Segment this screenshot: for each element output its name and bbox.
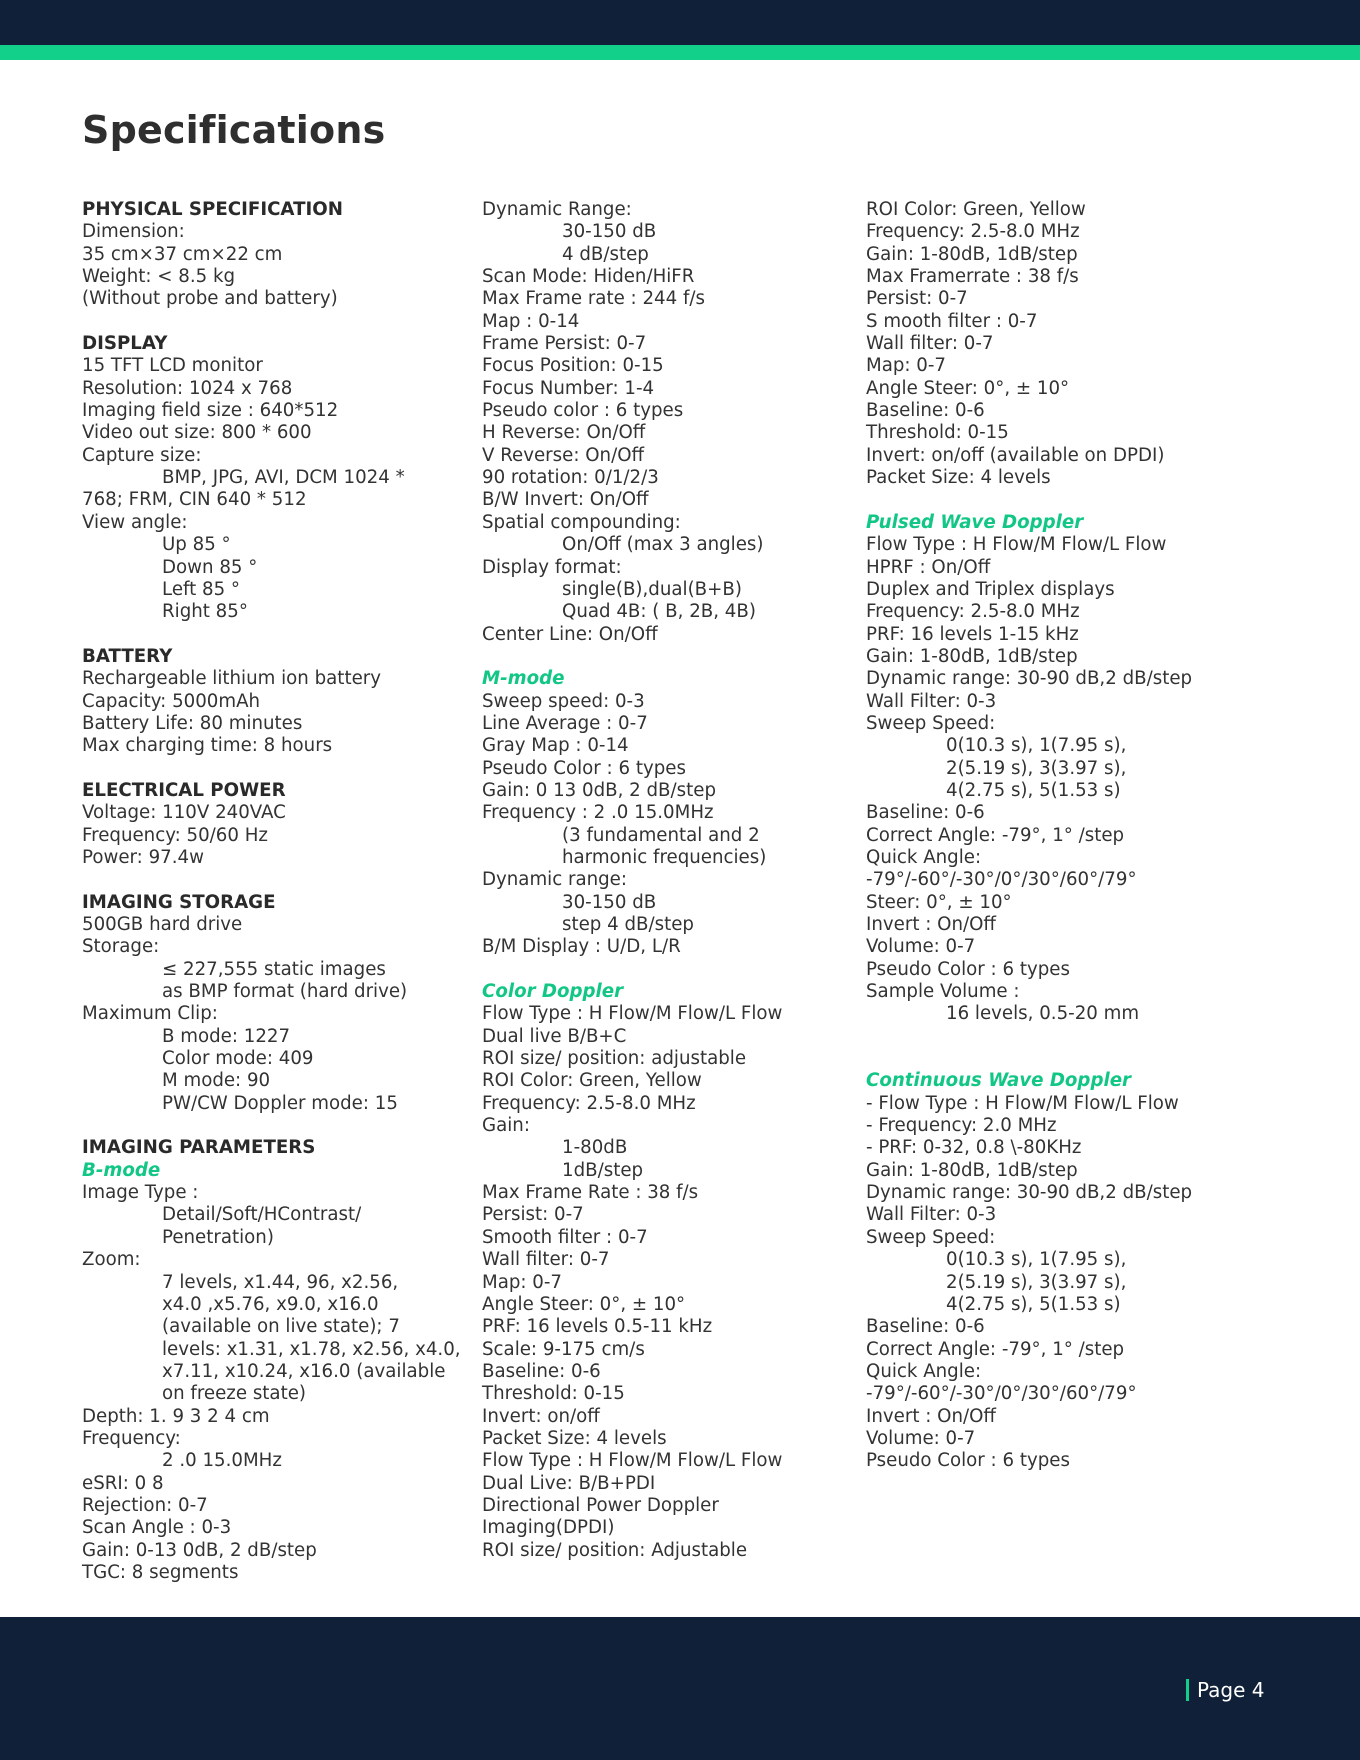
spec-line: Baseline: 0-6 [866, 400, 985, 422]
spec-line: - Flow Type : H Flow/M Flow/L Flow [866, 1092, 1179, 1114]
spec-line: Quad 4B: ( B, 2B, 4B) [562, 601, 756, 623]
spec-line: Frequency: 2.5-8.0 MHz [866, 221, 1080, 243]
spec-line: (3 fundamental and 2 [562, 824, 760, 846]
spec-line: Pseudo Color : 6 types [482, 757, 686, 779]
section-heading: ELECTRICAL POWER [82, 779, 286, 801]
spec-line: Dynamic range: 30-90 dB,2 dB/step [866, 1182, 1193, 1204]
section-heading: DISPLAY [82, 333, 168, 355]
spec-line: Flow Type : H Flow/M Flow/L Flow [866, 534, 1167, 556]
spec-line: Color mode: 409 [162, 1048, 314, 1070]
spec-line: 500GB hard drive [82, 914, 243, 935]
spec-line: Pseudo Color : 6 types [866, 958, 1070, 980]
spec-line: Scan Angle : 0-3 [82, 1517, 232, 1539]
spec-line: Baseline: 0-6 [866, 802, 985, 824]
spec-line: View angle: [82, 511, 188, 533]
subsection-heading: Color Doppler [482, 981, 624, 1003]
spec-line: Flow Type : H Flow/M Flow/L Flow [482, 1003, 783, 1025]
spec-line: Spatial compounding: [482, 511, 681, 533]
spec-line: Persist: 0-7 [866, 288, 968, 310]
spec-line: Invert : On/Off [866, 914, 996, 935]
spec-line: H Reverse: On/Off [482, 422, 646, 444]
spec-line: 7 levels, x1.44, 96, x2.56, [162, 1271, 399, 1293]
footer-bar [0, 1617, 1360, 1760]
spec-line: V Reverse: On/Off [482, 444, 645, 466]
spacer [482, 959, 852, 981]
spec-line: 2 .0 15.0MHz [162, 1450, 282, 1472]
spec-line: B/M Display : U/D, L/R [482, 936, 681, 958]
spec-line: Dynamic Range: [482, 199, 632, 220]
spec-line: 0(10.3 s), 1(7.95 s), [946, 1249, 1127, 1271]
spec-line: On/Off (max 3 angles) [562, 534, 764, 556]
spec-line: Penetration) [162, 1226, 274, 1248]
page-title: Specifications [82, 108, 386, 152]
spec-line: 15 TFT LCD monitor [82, 355, 263, 377]
spec-line: Wall Filter: 0-3 [866, 690, 997, 712]
spec-line: Map: 0-7 [866, 355, 946, 377]
spec-line: Quick Angle: [866, 1360, 982, 1382]
spec-line: Sweep speed: 0-3 [482, 690, 645, 712]
spec-line: Steer: 0°, ± 10° [866, 891, 1012, 913]
section-heading: PHYSICAL SPECIFICATION [82, 199, 343, 220]
spec-line: Center Line: On/Off [482, 623, 658, 645]
spec-line: Left 85 ° [162, 578, 241, 600]
spec-line: Right 85° [162, 601, 248, 623]
page-number [1186, 1675, 1265, 1705]
spec-line: Persist: 0-7 [482, 1204, 584, 1226]
spec-line: Detail/Soft/HContrast/ [162, 1204, 362, 1226]
spec-line: PRF: 16 levels 1-15 kHz [866, 623, 1079, 645]
spec-line: Duplex and Triplex displays [866, 578, 1115, 600]
spec-line: Threshold: 0-15 [866, 422, 1009, 444]
spec-line: Down 85 ° [162, 556, 258, 578]
spec-line: TGC: 8 segments [82, 1561, 239, 1583]
spec-line: 768; FRM, CIN 640 * 512 [82, 489, 307, 511]
spec-line: eSRI: 0 8 [82, 1472, 164, 1494]
spacer [82, 1115, 462, 1137]
spec-line: Focus Position: 0-15 [482, 355, 664, 377]
spec-line: B mode: 1227 [162, 1025, 291, 1047]
spacer [482, 646, 852, 668]
spec-line: Dynamic range: [482, 869, 628, 891]
spec-line: Frequency: 2.5-8.0 MHz [482, 1092, 696, 1114]
spec-line: Volume: 0-7 [866, 1427, 976, 1449]
spec-line: 4(2.75 s), 5(1.53 s) [946, 1293, 1121, 1315]
spec-line: Invert: on/off (available on DPDI) [866, 444, 1165, 466]
spec-column-3 [866, 199, 1266, 1473]
spec-line: Pseudo color : 6 types [482, 400, 684, 422]
spec-line: Weight: < 8.5 kg [82, 266, 236, 288]
spec-line: Gain: 1-80dB, 1dB/step [866, 1159, 1078, 1181]
spec-line: harmonic frequencies) [562, 846, 767, 868]
spec-line: Scan Mode: Hiden/HiFR [482, 266, 695, 288]
spec-line: Flow Type : H Flow/M Flow/L Flow [482, 1450, 783, 1472]
spec-line: 16 levels, 0.5-20 mm [946, 1003, 1140, 1025]
spec-line: Gain: 0 13 0dB, 2 dB/step [482, 779, 717, 801]
spec-line: as BMP format (hard drive) [162, 981, 408, 1003]
spec-line: HPRF : On/Off [866, 556, 991, 578]
spec-line: ≤ 227,555 static images [162, 958, 386, 980]
top-accent-stripe [0, 45, 1360, 60]
spec-line: Rejection: 0-7 [82, 1494, 208, 1516]
spec-line: Gray Map : 0-14 [482, 735, 629, 757]
spec-line: Resolution: 1024 x 768 [82, 377, 293, 399]
spec-line: single(B),dual(B+B) [562, 578, 742, 600]
spec-line: PRF: 16 levels 0.5-11 kHz [482, 1316, 713, 1338]
spec-line: Frequency: 50/60 Hz [82, 824, 268, 846]
spacer [866, 489, 1266, 511]
section-heading: BATTERY [82, 645, 173, 667]
spec-line: Dimension: [82, 221, 185, 243]
spacer [82, 624, 462, 646]
spec-line: Wall Filter: 0-3 [866, 1204, 997, 1226]
subsection-heading: B-mode [82, 1159, 161, 1181]
spec-line: Dual Live: B/B+PDI [482, 1472, 656, 1494]
spec-line: Zoom: [82, 1249, 141, 1271]
spec-line: 1dB/step [562, 1159, 644, 1181]
spec-line: Baseline: 0-6 [866, 1316, 985, 1338]
spec-line: Map: 0-7 [482, 1271, 562, 1293]
spec-column-1 [82, 199, 462, 1584]
spec-line: step 4 dB/step [562, 914, 694, 935]
spec-line: Display format: [482, 556, 622, 578]
spec-line: Angle Steer: 0°, ± 10° [482, 1293, 686, 1315]
spec-line: Dual live B/B+C [482, 1025, 627, 1047]
spec-line: Correct Angle: -79°, 1° /step [866, 824, 1125, 846]
spec-line: - PRF: 0-32, 0.8 \-80KHz [866, 1137, 1082, 1159]
spec-line: ROI Color: Green, Yellow [866, 199, 1086, 220]
spec-line: Invert: on/off [482, 1405, 600, 1427]
spacer [82, 758, 462, 780]
spec-line: Pseudo Color : 6 types [866, 1450, 1070, 1472]
spec-line: Line Average : 0-7 [482, 712, 648, 734]
spec-line: Image Type : [82, 1182, 199, 1204]
spec-line: Sweep Speed: [866, 1226, 996, 1248]
spec-line: 30-150 dB [562, 221, 657, 243]
spec-line: levels: x1.31, x1.78, x2.56, x4.0, [162, 1338, 461, 1360]
spec-line: Battery Life: 80 minutes [82, 712, 303, 734]
spec-line: S mooth filter : 0-7 [866, 310, 1038, 332]
spec-line: Gain: 0-13 0dB, 2 dB/step [82, 1539, 317, 1561]
spec-line: 2(5.19 s), 3(3.97 s), [946, 1271, 1127, 1293]
spacer [866, 1048, 1266, 1070]
page-number-accent [1186, 1679, 1189, 1701]
spec-line: 90 rotation: 0/1/2/3 [482, 467, 659, 489]
subsection-heading: Continuous Wave Doppler [866, 1070, 1132, 1092]
spacer [82, 311, 462, 333]
spec-line: (available on live state); 7 [162, 1316, 400, 1338]
spec-line: Power: 97.4w [82, 846, 204, 868]
spec-line: Storage: [82, 936, 160, 958]
spec-line: Max Framerrate : 38 f/s [866, 266, 1079, 288]
spec-line: Dynamic range: 30-90 dB,2 dB/step [866, 668, 1193, 690]
spacer [82, 869, 462, 891]
subsection-heading: M-mode [482, 668, 565, 690]
spec-line: Focus Number: 1-4 [482, 377, 655, 399]
spec-line: Up 85 ° [162, 534, 231, 556]
spec-line: BMP, JPG, AVI, DCM 1024 * [162, 467, 405, 489]
spec-line: Volume: 0-7 [866, 936, 976, 958]
spec-line: Voltage: 110V 240VAC [82, 802, 286, 824]
spec-line: Max Frame rate : 244 f/s [482, 288, 705, 310]
section-heading: IMAGING STORAGE [82, 891, 276, 913]
spec-line: Maximum Clip: [82, 1003, 218, 1025]
spec-line: ROI size/ position: Adjustable [482, 1539, 748, 1561]
spec-line: Directional Power Doppler [482, 1494, 719, 1516]
spec-line: x4.0 ,x5.76, x9.0, x16.0 [162, 1293, 379, 1315]
spec-line: Imaging field size : 640*512 [82, 400, 339, 422]
spec-line: B/W Invert: On/Off [482, 489, 649, 511]
spec-line: 30-150 dB [562, 891, 657, 913]
spec-line: PW/CW Doppler mode: 15 [162, 1092, 398, 1114]
spec-line: -79°/-60°/-30°/0°/30°/60°/79° [866, 869, 1137, 891]
spec-line: Imaging(DPDI) [482, 1517, 615, 1539]
spec-line: Capture size: [82, 444, 202, 466]
spec-line: Max Frame Rate : 38 f/s [482, 1182, 699, 1204]
spec-line: 4 dB/step [562, 243, 649, 265]
spec-line: Depth: 1. 9 3 2 4 cm [82, 1405, 270, 1427]
spec-line: Wall filter: 0-7 [482, 1249, 610, 1271]
spec-line: 1-80dB [562, 1137, 628, 1159]
spec-line: Frequency : 2 .0 15.0MHz [482, 802, 714, 824]
spec-line: Smooth filter : 0-7 [482, 1226, 648, 1248]
spec-line: Gain: 1-80dB, 1dB/step [866, 645, 1078, 667]
spec-line: Rechargeable lithium ion battery [82, 668, 382, 690]
top-header-bar [0, 0, 1360, 45]
spec-line: Gain: 1-80dB, 1dB/step [866, 243, 1078, 265]
spec-line: Wall filter: 0-7 [866, 333, 994, 355]
spacer [866, 1026, 1266, 1048]
spec-column-2 [482, 199, 852, 1562]
spec-line: 4(2.75 s), 5(1.53 s) [946, 779, 1121, 801]
spec-line: ROI Color: Green, Yellow [482, 1070, 702, 1092]
spec-line: 0(10.3 s), 1(7.95 s), [946, 735, 1127, 757]
spec-line: Sweep Speed: [866, 712, 996, 734]
spec-line: Gain: [482, 1115, 530, 1137]
spec-line: Packet Size: 4 levels [482, 1427, 667, 1449]
spec-line: Frame Persist: 0-7 [482, 333, 647, 355]
spec-line: Correct Angle: -79°, 1° /step [866, 1338, 1125, 1360]
spec-line: Threshold: 0-15 [482, 1383, 625, 1405]
spec-line: Capacity: 5000mAh [82, 690, 261, 712]
spec-line: on freeze state) [162, 1383, 306, 1405]
subsection-heading: Pulsed Wave Doppler [866, 511, 1084, 533]
spec-line: - Frequency: 2.0 MHz [866, 1115, 1057, 1137]
spec-line: Map : 0-14 [482, 310, 580, 332]
spec-line: (Without probe and battery) [82, 288, 338, 310]
spec-line: Invert : On/Off [866, 1405, 996, 1427]
spec-line: Packet Size: 4 levels [866, 467, 1051, 489]
spec-line: Sample Volume : [866, 981, 1020, 1003]
page-number-label: Page 4 [1197, 1678, 1265, 1702]
spec-line: Baseline: 0-6 [482, 1360, 601, 1382]
spec-line: Scale: 9-175 cm/s [482, 1338, 645, 1360]
spec-line: -79°/-60°/-30°/0°/30°/60°/79° [866, 1383, 1137, 1405]
spec-line: 2(5.19 s), 3(3.97 s), [946, 757, 1127, 779]
spec-line: M mode: 90 [162, 1070, 271, 1092]
spec-line: Video out size: 800 * 600 [82, 422, 312, 444]
spec-line: 35 cm×37 cm×22 cm [82, 243, 283, 265]
section-heading: IMAGING PARAMETERS [82, 1137, 316, 1159]
spec-line: Max charging time: 8 hours [82, 735, 333, 757]
spec-line: Angle Steer: 0°, ± 10° [866, 377, 1070, 399]
spec-line: Frequency: 2.5-8.0 MHz [866, 601, 1080, 623]
spec-line: Quick Angle: [866, 846, 982, 868]
spec-line: x7.11, x10.24, x16.0 (available [162, 1360, 446, 1382]
spec-line: ROI size/ position: adjustable [482, 1048, 747, 1070]
spec-line: Frequency: [82, 1427, 181, 1449]
